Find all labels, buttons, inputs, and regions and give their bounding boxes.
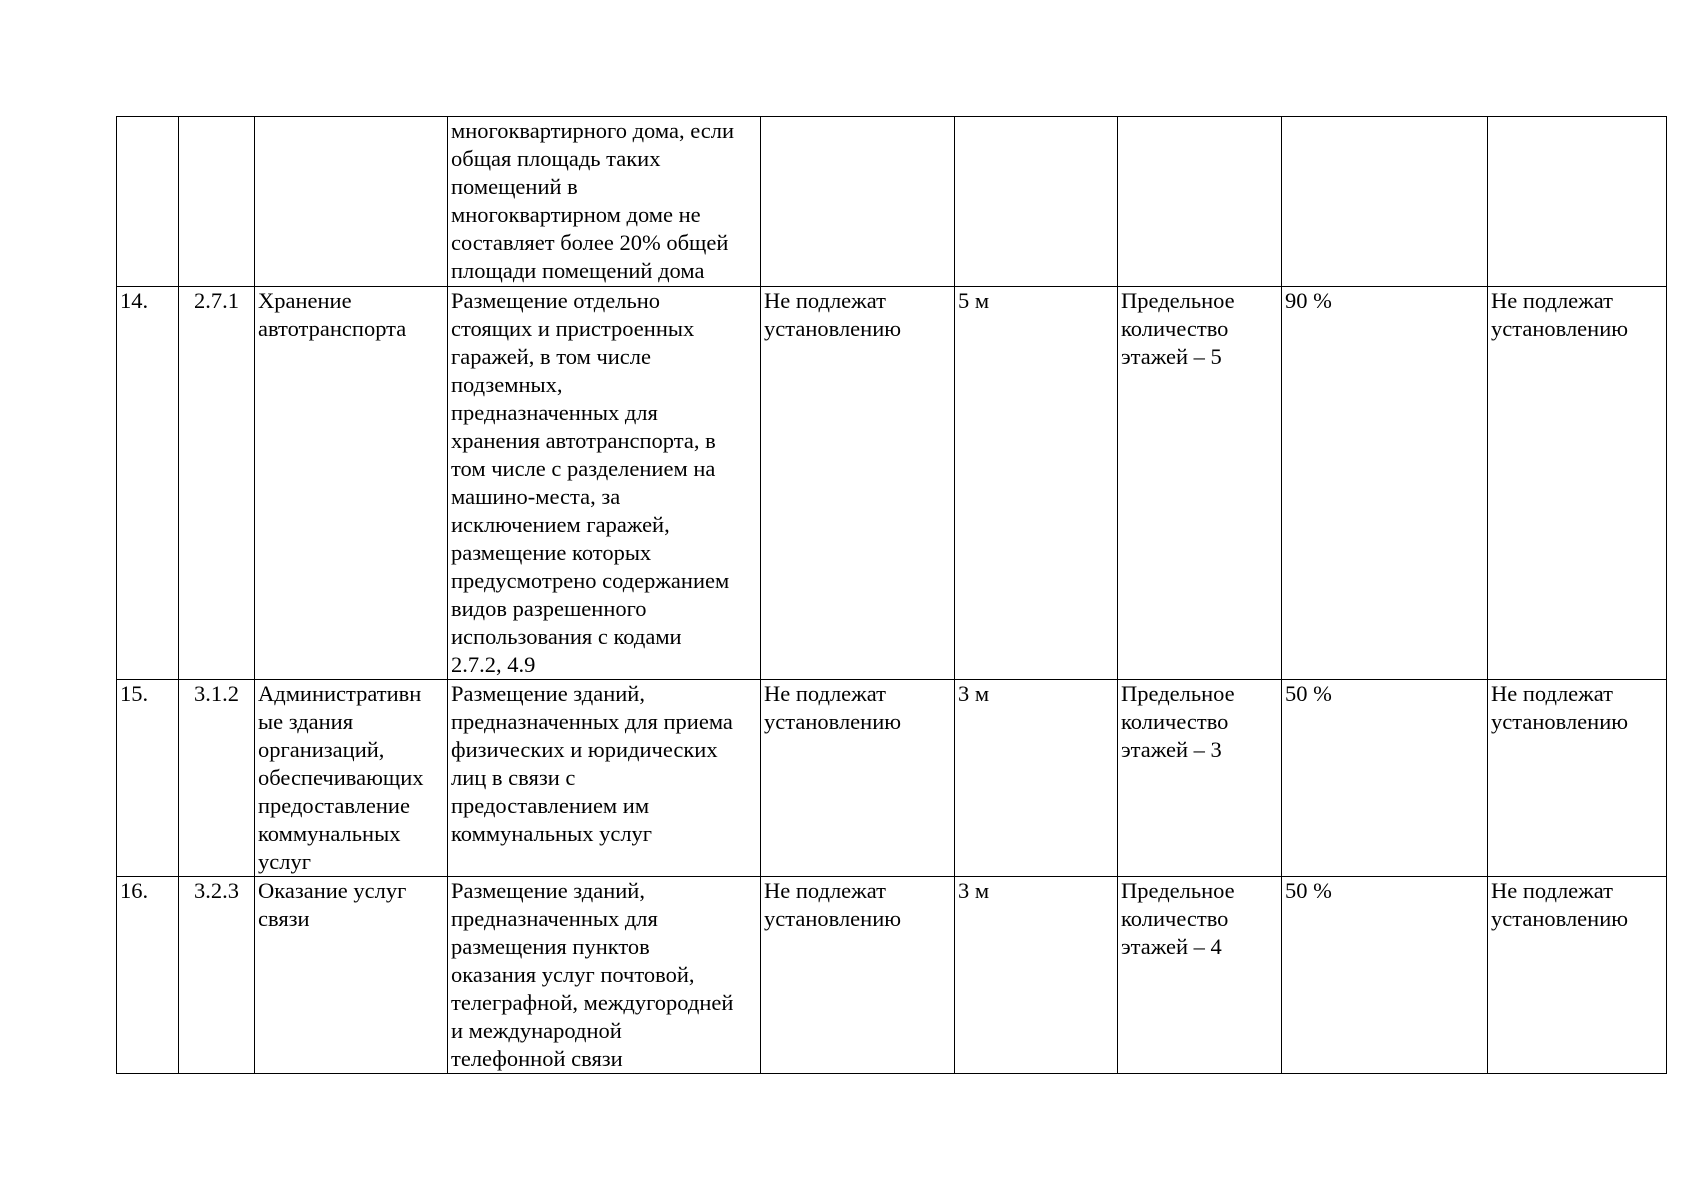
cell-other: Не подлежат установлению [1488,877,1667,1074]
table-row [117,287,1667,680]
cell-number: 14. [117,287,179,680]
cell-coverage: 50 % [1282,680,1488,877]
cell-setback [955,117,1118,287]
cell-other: Не подлежат установлению [1488,287,1667,680]
cell-number [117,117,179,287]
cell-description: многоквартирного дома, если общая площадь таких помещений в многоквартирном доме не составляет более 20% общей площади помещений дома [448,117,761,287]
cell-setback: 5 м [955,287,1118,680]
cell-floors: Предельное количество этажей – 3 [1118,680,1282,877]
cell-number: 15. [117,680,179,877]
cell-number: 16. [117,877,179,1074]
cell-plot-size: Не подлежат установлению [761,287,955,680]
cell-code [179,117,255,287]
land-use-regulations-table [116,116,1667,1074]
table-row [117,877,1667,1074]
cell-coverage: 90 % [1282,287,1488,680]
cell-plot-size [761,117,955,287]
cell-other [1488,117,1667,287]
cell-plot-size: Не подлежат установлению [761,680,955,877]
cell-use-name [255,117,448,287]
table-row [117,680,1667,877]
cell-setback: 3 м [955,877,1118,1074]
cell-floors [1118,117,1282,287]
table-row-continuation [117,117,1667,287]
cell-coverage [1282,117,1488,287]
cell-floors: Предельное количество этажей – 5 [1118,287,1282,680]
cell-code: 2.7.1 [179,287,255,680]
cell-coverage: 50 % [1282,877,1488,1074]
cell-code: 3.2.3 [179,877,255,1074]
cell-floors: Предельное количество этажей – 4 [1118,877,1282,1074]
cell-use-name: Оказание услуг связи [255,877,448,1074]
cell-setback: 3 м [955,680,1118,877]
cell-plot-size: Не подлежат установлению [761,877,955,1074]
cell-use-name: Хранение автотранспорта [255,287,448,680]
cell-use-name: Административн ые здания организаций, обеспечивающих предоставление коммунальных услуг [255,680,448,877]
cell-code: 3.1.2 [179,680,255,877]
cell-description: Размещение зданий, предназначенных для размещения пунктов оказания услуг почтовой, телеграфной, междугородней и международной телефонной связи [448,877,761,1074]
cell-other: Не подлежат установлению [1488,680,1667,877]
cell-description: Размещение зданий, предназначенных для приема физических и юридических лиц в связи с предоставлением им коммунальных услуг [448,680,761,877]
cell-description: Размещение отдельно стоящих и пристроенных гаражей, в том числе подземных, предназначенных для хранения автотранспорта, в том числе с разделением на машино-места, за исключением гаражей, размещение которых предусмотрено содержанием видов разрешенного использования с кодами 2.7.2, 4.9 [448,287,761,680]
